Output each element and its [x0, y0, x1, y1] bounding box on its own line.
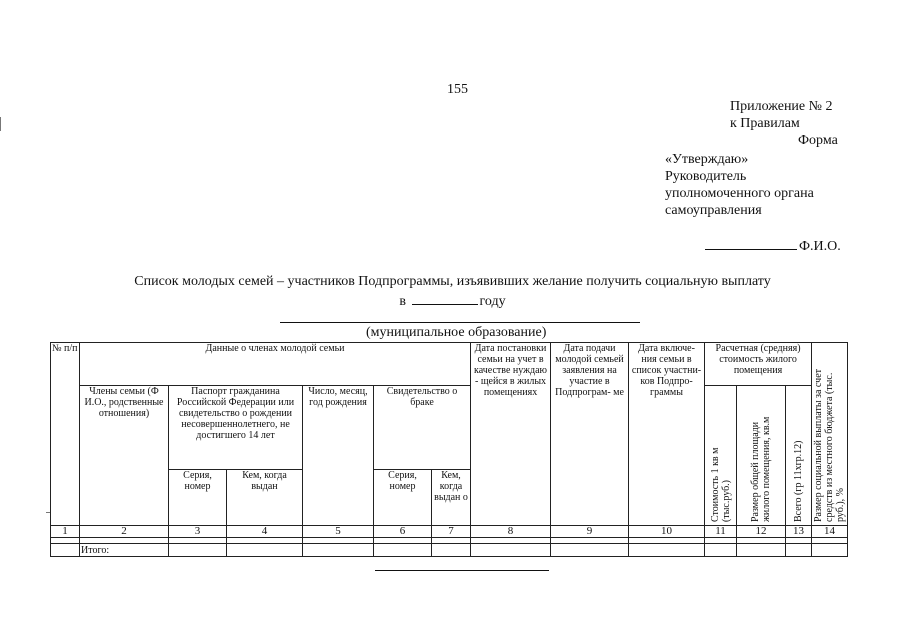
- approval-title: «Утверждаю»: [665, 152, 749, 167]
- column-number: 6: [374, 526, 432, 538]
- header-registration-date: [471, 343, 551, 526]
- appendix-rules: к Правилам: [730, 116, 800, 131]
- header-total-text: Всего (гр 11хгр.12): [793, 440, 805, 522]
- header-payment: [812, 343, 848, 526]
- header-issued-by-2: [432, 470, 471, 526]
- header-marriage-text: Свидетельство о браке: [386, 386, 458, 408]
- header-series-number-2: [374, 470, 432, 526]
- column-number: 11: [705, 526, 737, 538]
- approval-line-head: Руководитель: [665, 169, 747, 184]
- approval-line-self-government: самоуправления: [665, 203, 762, 218]
- header-marriage: [374, 386, 471, 470]
- column-number: 9: [551, 526, 629, 538]
- year-prefix: в: [399, 294, 406, 309]
- header-num: [51, 343, 80, 526]
- header-cost-group: [705, 343, 812, 386]
- total-label: Итого:: [80, 544, 169, 557]
- header-passport: [169, 386, 303, 470]
- header-total-area: [737, 386, 786, 526]
- header-application-date-text: Дата подачи молодой семьей заявления на участие в Подпрограм- ме: [555, 343, 624, 398]
- header-members-text: Члены семьи (Ф И.О., родственные отношения): [84, 386, 164, 419]
- signature-blank: [705, 236, 797, 250]
- approval-block: [665, 151, 814, 219]
- header-total: [786, 386, 812, 526]
- header-cost-group-text: Расчетная (средняя) стоимость жилого помещения: [715, 343, 801, 376]
- column-number: 10: [629, 526, 705, 538]
- header-total-area-text: Размер общей площади жилого помещения, кв.м: [750, 416, 773, 522]
- header-family-data: [80, 343, 471, 386]
- header-members: [80, 386, 169, 526]
- column-number: 14: [812, 526, 848, 538]
- column-number: 5: [303, 526, 374, 538]
- header-inclusion-date: [629, 343, 705, 526]
- appendix-number: Приложение № 2: [730, 99, 833, 114]
- header-series-number-text: Серия, номер: [183, 470, 212, 492]
- municipality-caption: (муниципальное образование): [366, 325, 547, 340]
- bottom-signature-line: [375, 570, 549, 571]
- page-number: 155: [447, 82, 468, 97]
- column-numbers-row: [51, 526, 848, 538]
- header-series-number-2-text: Серия, номер: [388, 470, 417, 492]
- approval-line-organ: уполномоченного органа: [665, 186, 814, 201]
- header-cost-per-sqm: [705, 386, 737, 526]
- year-suffix: году: [479, 294, 506, 309]
- column-number: 8: [471, 526, 551, 538]
- document-title: Список молодых семей – участников Подпрограммы, изъявивших желание получить социальную выплату: [134, 274, 771, 289]
- column-number: 13: [786, 526, 812, 538]
- header-inclusion-date-text: Дата включе- ния семьи в список участни- ков Подпро- граммы: [631, 343, 702, 398]
- header-passport-text: Паспорт гражданина Российской Федерации или свидетельство о рождении несовершеннолетнего, не достигшего 14 лет: [176, 386, 295, 441]
- year-blank: [412, 292, 478, 305]
- column-number: 7: [432, 526, 471, 538]
- appendix-block: [730, 98, 838, 149]
- header-issued-by: [227, 470, 303, 526]
- header-series-number: [169, 470, 227, 526]
- header-application-date: [551, 343, 629, 526]
- document-year-line: [0, 292, 905, 310]
- header-birth-date: [303, 386, 374, 526]
- header-registration-date-text: Дата постановки семьи на учет в качестве нуждаю - щейся в жилых помещениях: [474, 343, 548, 398]
- header-birth-date-text: Число, месяц, год рождения: [308, 386, 368, 408]
- column-number: 1: [51, 526, 80, 538]
- header-cost-per-sqm-text: Стоимость 1 кв м (тыс.руб.): [709, 447, 732, 522]
- column-number: 2: [80, 526, 169, 538]
- scan-mark-left: [0, 117, 1, 131]
- header-issued-by-text: Кем, когда выдан: [242, 470, 287, 492]
- header-issued-by-2-text: Кем, когда выдан о: [434, 470, 468, 503]
- total-row: [51, 544, 848, 557]
- header-payment-text: Размер социальной выплаты за счет средств из местного бюджета (тыс. руб.), %: [813, 368, 847, 522]
- column-number: 12: [737, 526, 786, 538]
- column-number: 3: [169, 526, 227, 538]
- families-table: [50, 342, 848, 557]
- signature-name-label: Ф.И.О.: [799, 239, 841, 254]
- signature-line: [705, 236, 841, 255]
- header-family-data-text: Данные о членах молодой семьи: [205, 343, 345, 354]
- form-label: Форма: [798, 133, 838, 148]
- column-number: 4: [227, 526, 303, 538]
- municipality-line: [280, 322, 640, 323]
- header-num-text: № п/п: [52, 343, 78, 354]
